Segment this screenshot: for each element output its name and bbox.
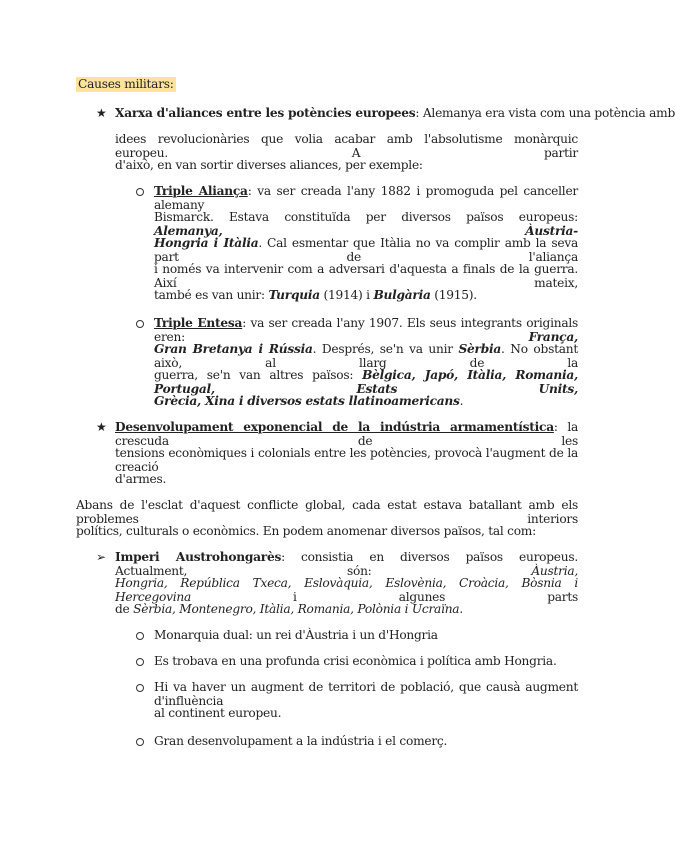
alianca-line-3: [154, 236, 578, 264]
alianca-line-4: i només va intervenir com a adversari d'aquesta a finals de la guerra. Així mateix,: [154, 262, 578, 290]
desenvolupament-line-2: tensions econòmiques i colonials entre les potències, provocà l'augment de la creació: [115, 446, 578, 474]
entesa-line-4: [154, 394, 463, 408]
desenvolupament-text-1: : la crescuda de les: [115, 420, 578, 448]
imperi-text-2: i algunes parts: [191, 590, 578, 604]
triple-entesa-title: Triple Entesa: [154, 316, 243, 330]
alianca-line-2: [154, 210, 578, 238]
paragraph-line-2: polítics, culturals o econòmics. En podem anomenar diversos països, tal com:: [76, 524, 536, 538]
alianca-line-5: [154, 288, 477, 302]
alianca-countries-a: Alemanya, Àustria-: [154, 224, 578, 238]
paragraph-line-1: Abans de l'esclat d'aquest conflicte global, cada estat estava batallant amb els problemes interiors: [76, 498, 578, 526]
desenvolupament-line-1: [115, 420, 578, 448]
entesa-line-1: [154, 316, 578, 344]
imperi-line-2: [115, 576, 578, 604]
entesa-countries-a: França,: [528, 330, 578, 344]
imperi-line-3: [115, 602, 463, 616]
imperi-title: Imperi Austrohongarès: [115, 550, 282, 564]
imperi-line-1: [115, 550, 578, 578]
list-item: Gran desenvolupament a la indústria i el comerç.: [154, 734, 448, 748]
entesa-tail-2: . No obstant això, al llarg de la: [154, 342, 578, 370]
desenvolupament-line-3: d'armes.: [115, 472, 167, 486]
desenvolupament-title: Desenvolupament exponencial de la indústria armamentística: [115, 420, 554, 434]
circle-bullet-icon: [136, 188, 144, 196]
entesa-tail-4: .: [459, 394, 464, 408]
circle-bullet-icon: [136, 658, 144, 666]
xarxa-line-1: [115, 106, 675, 120]
imperi-countries-b: Hongria, República Txeca, Eslovàquia, Eslovènia, Croàcia, Bòsnia i Hercegovina: [115, 576, 578, 604]
imperi-tail-3: .: [459, 602, 463, 616]
imperi-text-1: : consistia en diversos països europeus. Actualment, són:: [115, 550, 578, 578]
list-item: Monarquia dual: un rei d'Àustria i un d'Hongria: [154, 628, 438, 642]
imperi-text-3: de: [115, 602, 134, 616]
alianca-text-2: Bismarck. Estava constituïda per diversos països europeus:: [154, 210, 578, 224]
triple-alianca-title: Triple Aliança: [154, 184, 248, 198]
imperi-countries-c: Sèrbia, Montenegro, Itàlia, Romania, Polònia i Ucraïna: [133, 602, 460, 616]
list-item-continuation: al continent europeu.: [154, 706, 282, 720]
entesa-line-3: [154, 368, 579, 396]
xarxa-title: Xarxa d'aliances entre les potències europees: [115, 106, 416, 120]
alianca-text-5: també es van unir:: [154, 288, 269, 302]
alianca-text-3: . Cal esmentar que Itàlia no va complir amb la seva part de l'aliança: [154, 236, 578, 264]
list-item: Es trobava en una profunda crisi econòmica i política amb Hongria.: [154, 654, 557, 668]
highlighted-heading: Causes militars:: [78, 77, 174, 91]
entesa-text-2: . Després, se'n va unir: [312, 342, 459, 356]
circle-bullet-icon: [136, 320, 144, 328]
alianca-line-1: [154, 184, 578, 212]
xarxa-line-3: d'això, en van sortir diverses aliances, per exemple:: [115, 158, 423, 172]
arrow-bullet-icon: ➢: [96, 550, 107, 564]
bulgaria-year: (1915).: [430, 288, 477, 302]
entesa-text-1: : va ser creada l'any 1907. Els seus integrants originals eren:: [154, 316, 578, 344]
alianca-countries-b: Hongria i Itàlia: [154, 236, 259, 250]
entesa-countries-d: Grècia, Xina i diversos estats llatinoamericans: [154, 394, 460, 408]
turquia-year: (1914) i: [319, 288, 374, 302]
circle-bullet-icon: [136, 684, 144, 692]
star-bullet-icon: ★: [96, 420, 107, 434]
xarxa-line-2: idees revolucionàries que volia acabar amb l'absolutisme monàrquic europeu. A partir: [115, 132, 578, 160]
entesa-countries-b: Gran Bretanya i Rússia: [154, 342, 313, 356]
turquia: Turquia: [268, 288, 320, 302]
star-bullet-icon: ★: [96, 106, 107, 120]
list-item: Hi va haver un augment de territori de població, que causà augment d'influència: [154, 680, 578, 708]
circle-bullet-icon: [136, 738, 144, 746]
entesa-line-2: [154, 342, 578, 370]
entesa-text-3: guerra, se'n van altres països:: [154, 368, 363, 382]
alianca-text-1: : va ser creada l'any 1882 i promoguda pel canceller alemany: [154, 184, 578, 212]
circle-bullet-icon: [136, 632, 144, 640]
entesa-countries-c: Bèlgica, Japó, Itàlia, Romania, Portugal, Estats Units,: [154, 368, 579, 396]
xarxa-text: : Alemanya era vista com una potència amb: [415, 106, 675, 120]
section-heading: [76, 77, 176, 91]
imperi-countries-a: Àustria,: [531, 564, 578, 578]
bulgaria: Bulgària: [373, 288, 431, 302]
serbia: Sèrbia: [458, 342, 501, 356]
